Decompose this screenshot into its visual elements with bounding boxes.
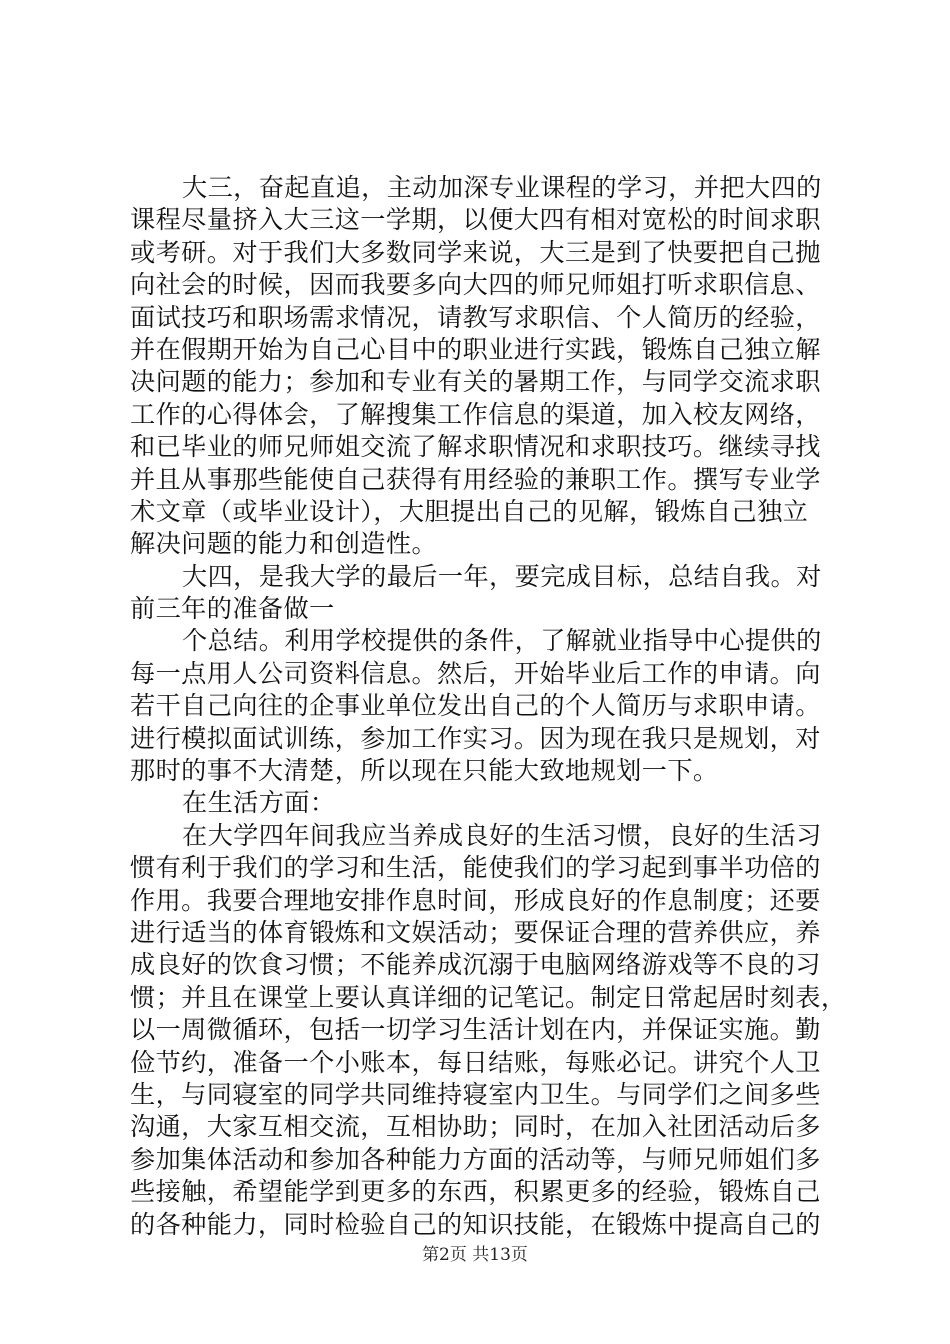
paragraph-line: 大三，奋起直追，主动加深专业课程的学习，并把大四的 [182, 173, 822, 202]
paragraph-line: 或考研。对于我们大多数同学来说，大三是到了快要把自己抛 [130, 237, 821, 267]
paragraph-line: 作用。我要合理地安排作息时间，形成良好的作息制度；还要 [130, 885, 821, 915]
paragraph-line: 前三年的准备做一 [130, 594, 335, 624]
paragraph-line: 生，与同寝室的同学共同维持寝室内卫生。与同学们之间多些 [130, 1079, 821, 1109]
paragraph-line: 个总结。利用学校提供的条件，了解就业指导中心提供的 [182, 626, 822, 656]
paragraph-line: 在大学四年间我应当养成良好的生活习惯，良好的生活习 [182, 820, 822, 850]
paragraph-line: 若干自己向往的企事业单位发出自己的个人简历与求职申请。 [130, 691, 821, 721]
section-heading: 在生活方面： [182, 788, 336, 818]
paragraph-line: 并且从事那些能使自己获得有用经验的兼职工作。撰写专业学 [130, 464, 821, 494]
paragraph-line: 面试技巧和职场需求情况，请教写求职信、个人简历的经验， [130, 302, 821, 332]
paragraph-line: 成良好的饮食习惯；不能养成沉溺于电脑网络游戏等不良的习 [130, 950, 821, 980]
paragraph-line: 些接触，希望能学到更多的东西，积累更多的经验，锻炼自己 [130, 1177, 821, 1207]
paragraph-line: 解决问题的能力和创造性。 [130, 529, 438, 559]
paragraph-line: 俭节约，准备一个小账本，每日结账，每账必记。讲究个人卫 [130, 1047, 821, 1077]
paragraph-line: 工作的心得体会，了解搜集工作信息的渠道，加入校友网络， [130, 399, 821, 429]
paragraph-line: 每一点用人公司资料信息。然后，开始毕业后工作的申请。向 [130, 658, 821, 688]
paragraph-line: 术文章（或毕业设计），大胆提出自己的见解，锻炼自己独立 [130, 496, 809, 526]
paragraph-line: 课程尽量挤入大三这一学期，以便大四有相对宽松的时间求职 [130, 205, 821, 235]
paragraph-line: 并在假期开始为自己心目中的职业进行实践，锻炼自己独立解 [130, 334, 821, 364]
paragraph-line: 的各种能力，同时检验自己的知识技能，在锻炼中提高自己的 [130, 1209, 821, 1239]
paragraph-line: 沟通，大家互相交流，互相协助；同时，在加入社团活动后多 [130, 1112, 821, 1142]
paragraph-line: 和已毕业的师兄师姐交流了解求职情况和求职技巧。继续寻找 [130, 432, 821, 462]
page-number-footer: 第2页 共13页 [422, 1245, 528, 1265]
paragraph-line: 进行模拟面试训练，参加工作实习。因为现在我只是规划，对 [130, 723, 821, 753]
paragraph-line: 进行适当的体育锻炼和文娱活动；要保证合理的营养供应，养 [130, 917, 821, 947]
paragraph-line: 参加集体活动和参加各种能力方面的活动等，与师兄师姐们多 [130, 1144, 821, 1174]
paragraph-line: 以一周微循环，包括一切学习生活计划在内，并保证实施。勤 [130, 1015, 821, 1045]
paragraph-line: 决问题的能力；参加和专业有关的暑期工作，与同学交流求职 [130, 367, 821, 397]
paragraph-line: 惯；并且在课堂上要认真详细的记笔记。制定日常起居时刻表， [130, 982, 847, 1012]
paragraph-line: 那时的事不大清楚，所以现在只能大致地规划一下。 [130, 756, 719, 786]
paragraph-line: 惯有利于我们的学习和生活，能使我们的学习起到事半功倍的 [130, 853, 821, 883]
paragraph-line: 向社会的时候，因而我要多向大四的师兄师姐打听求职信息、 [130, 270, 821, 300]
paragraph-line: 大四，是我大学的最后一年，要完成目标，总结自我。对 [182, 561, 822, 591]
document-body [130, 172, 847, 1241]
